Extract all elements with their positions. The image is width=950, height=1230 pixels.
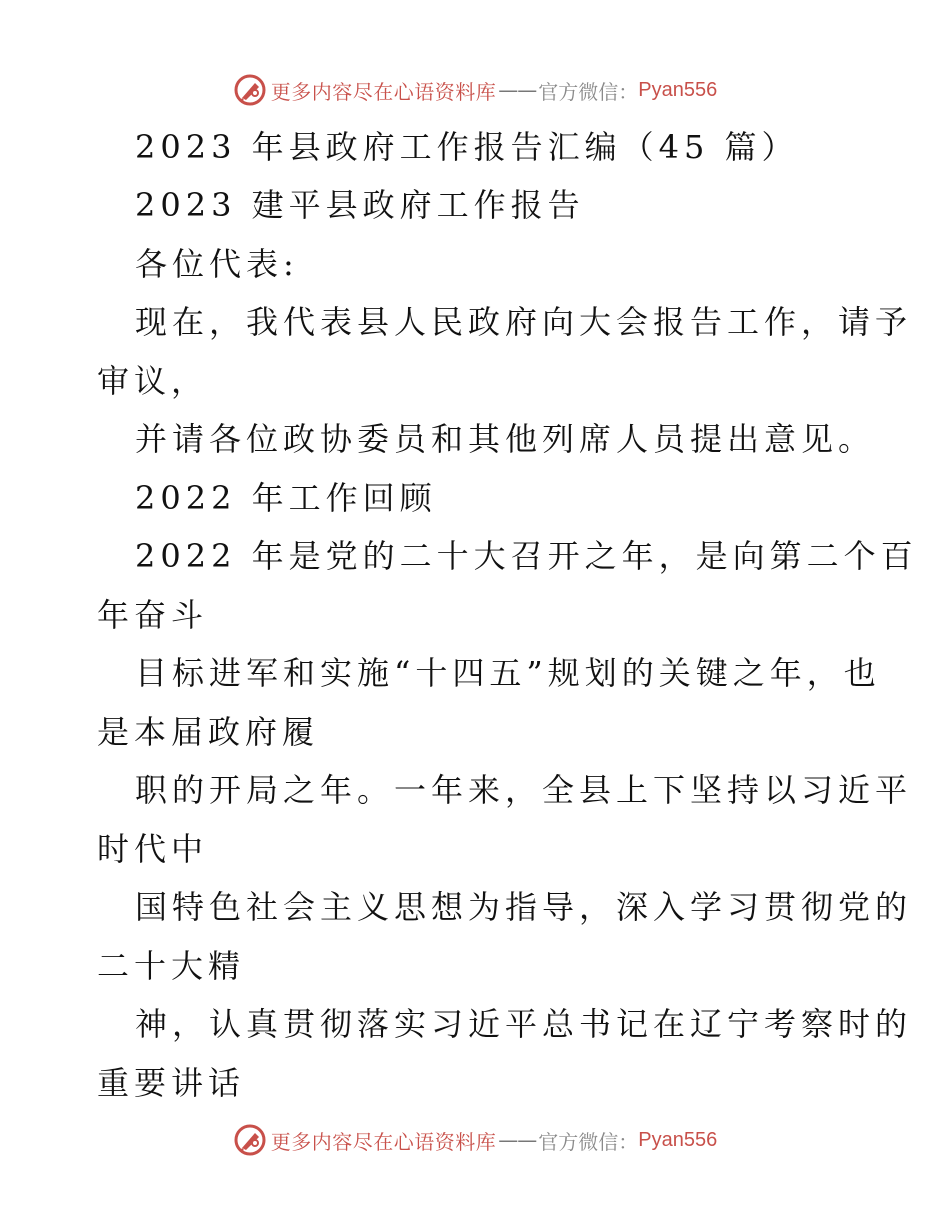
paragraph-line: 二十大精 bbox=[97, 947, 246, 985]
paragraph-line: 审议， bbox=[97, 362, 209, 400]
document-subtitle: 2023 建平县政府工作报告 bbox=[135, 186, 585, 224]
paragraph-line: 是本届政府履 bbox=[97, 713, 320, 751]
banner-text: 更多内容尽在心语资料库 bbox=[270, 1129, 497, 1154]
paragraph-line: 并请各位政协委员和其他列席人员提出意见。 bbox=[135, 420, 876, 458]
paragraph-line: 职的开局之年。一年来，全县上下坚持以习近平 bbox=[135, 771, 913, 809]
section-heading: 2022 年工作回顾 bbox=[135, 479, 437, 517]
banner-wechat-id: Pyan556 bbox=[638, 78, 718, 101]
paragraph-line: 2022 年是党的二十大召开之年，是向第二个百 bbox=[135, 537, 918, 575]
paragraph-line: 国特色社会主义思想为指导，深入学习贯彻党的 bbox=[135, 888, 913, 926]
paragraph-line: 神，认真贯彻落实习近平总书记在辽宁考察时的 bbox=[135, 1005, 913, 1043]
banner-dash: —— bbox=[498, 1128, 537, 1152]
document-title: 2023 年县政府工作报告汇编（45 篇） bbox=[135, 128, 799, 166]
banner-wechat-id: Pyan556 bbox=[638, 1128, 718, 1151]
paragraph-line: 现在，我代表县人民政府向大会报告工作，请予 bbox=[135, 303, 913, 341]
pen-nib-seal-icon bbox=[233, 73, 267, 107]
footer-banner bbox=[0, 1120, 950, 1160]
banner-dash: —— bbox=[498, 78, 537, 102]
banner-wechat-label: 官方微信： bbox=[538, 1129, 639, 1154]
paragraph-line: 时代中 bbox=[97, 830, 209, 868]
banner-wechat-label: 官方微信： bbox=[538, 79, 639, 104]
header-banner bbox=[0, 70, 950, 110]
salutation: 各位代表: bbox=[135, 245, 299, 283]
paragraph-line: 年奋斗 bbox=[97, 596, 209, 634]
banner-text: 更多内容尽在心语资料库 bbox=[270, 79, 497, 104]
paragraph-line: 目标进军和实施“十四五”规划的关键之年，也 bbox=[135, 654, 881, 692]
paragraph-line: 重要讲话 bbox=[97, 1064, 246, 1102]
pen-nib-seal-icon bbox=[233, 1123, 267, 1157]
